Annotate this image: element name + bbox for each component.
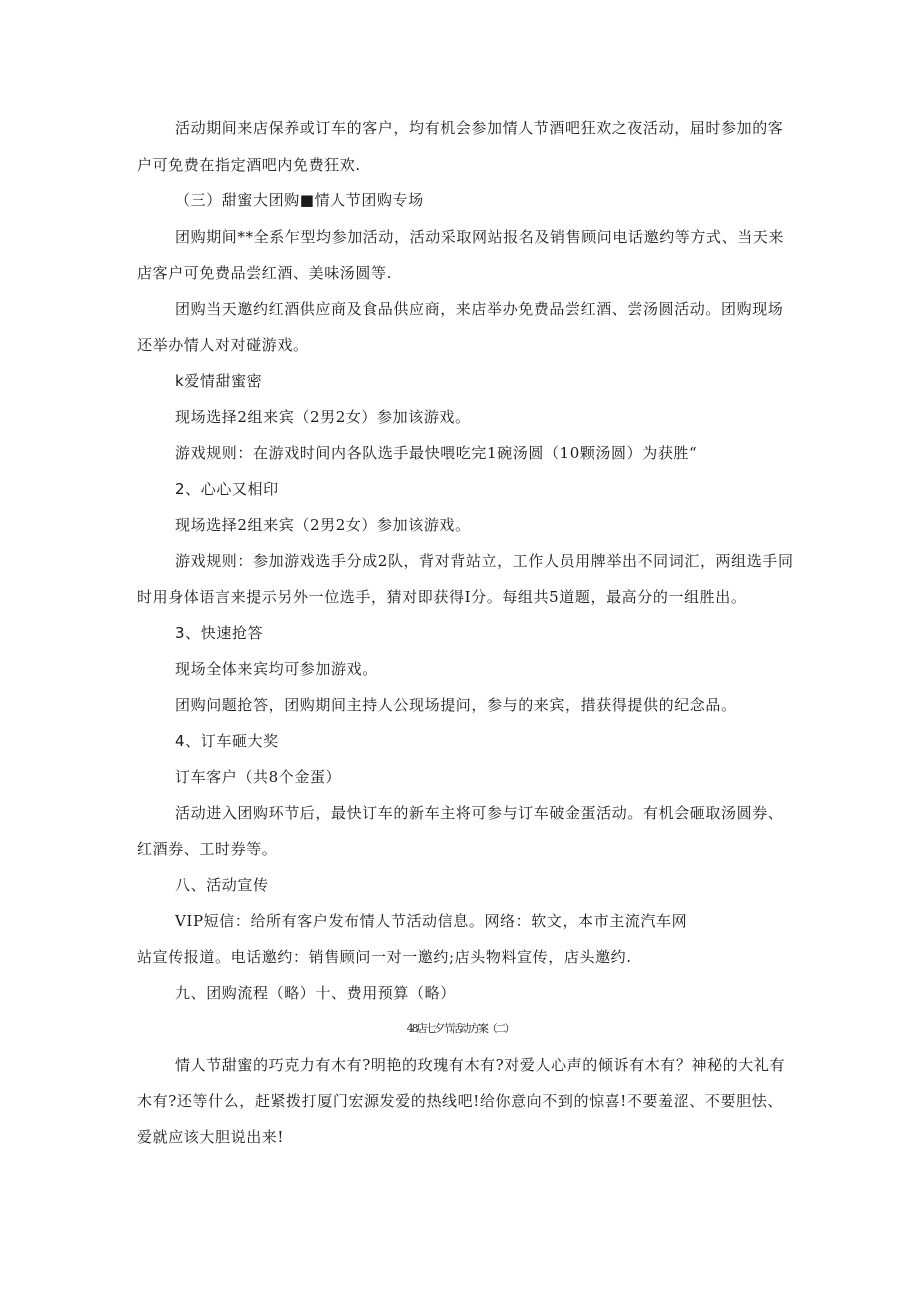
section-heading: 九、团购流程（略）十、费用预算（略） (175, 984, 456, 1002)
document-title: 48店七夕节活动方案（二） (406, 1022, 514, 1035)
paragraph-line: 站宣传报道。电话邀约：销售顾问一对一邀约;店头物料宣传，店头邀约. (137, 948, 632, 966)
paragraph-line: 团购期间**全系乍型均参加活动，活动采取网站报名及销售顾问电话邀约等方式、当天来 (175, 228, 785, 246)
paragraph-line: 游戏规则：参加游戏选手分成2队，背对背站立，工作人员用牌举出不同词汇，两组选手同 (175, 552, 794, 570)
paragraph-line: 红酒券、工时券等。 (137, 840, 278, 858)
paragraph-line: 户可免费在指定酒吧内免费狂欢. (137, 156, 361, 174)
paragraph-line: 活动期间来店保养或订车的客户，均有机会参加情人节酒吧狂欢之夜活动，届时参加的客 (175, 119, 784, 137)
paragraph-line: 还举办情人对对碰游戏。 (137, 336, 309, 354)
paragraph-line: 店客户可免费品尝红酒、美味汤圆等. (137, 264, 392, 282)
paragraph-line: 游戏规则：在游戏时间内各队选手最快喂吃完1碗汤圆（10颗汤圆）为获胜“ (175, 444, 698, 462)
paragraph-line: 时用身体语言来提示另外一位选手，猜对即获得I分。每组共5道题，最高分的一组胜出。 (137, 588, 747, 606)
game-heading: 4、订车砸大奖 (175, 732, 279, 750)
paragraph-line: 情人节甜蜜的巧克力有木有?明艳的玫瑰有木有?对爱人心声的倾诉有木有？神秘的大礼有 (175, 1056, 786, 1074)
paragraph-line: 现场选择2组来宾（2男2女）参加该游戏。 (175, 516, 471, 534)
game-heading: k爱情甜蜜密 (175, 372, 263, 390)
paragraph-line: 活动进入团购环节后，最快订车的新车主将可参与订车破金蛋活动。有机会砸取汤圆券、 (175, 804, 784, 822)
game-heading: 2、心心又相印 (175, 480, 279, 498)
paragraph-line: 木有?还等什么，赶紧拨打厦门宏源发爱的热线吧!给你意向不到的惊喜!不要羞涩、不要胆怯、 (137, 1092, 783, 1110)
paragraph-line: VIP短信：给所有客户发布情人节活动信息。网络：软文，本市主流汽车网 (175, 912, 688, 930)
paragraph-line: 现场全体来宾均可参加游戏。 (175, 660, 378, 678)
paragraph-line: 团购问题抢答，团购期间主持人公现场提问，参与的来宾，措获得提供的纪念品。 (175, 696, 737, 714)
paragraph-line: 爱就应该大胆说出来! (137, 1128, 285, 1146)
section-heading: 八、活动宣传 (175, 876, 269, 894)
paragraph-line: 现场选择2组来宾（2男2女）参加该游戏。 (175, 408, 471, 426)
paragraph-line: 团购当天邀约红酒供应商及食品供应商，来店举办免费品尝红酒、尝汤圆活动。团购现场 (175, 300, 784, 318)
paragraph-line: 订车客户（共8个金蛋） (175, 768, 342, 786)
game-heading: 3、快速抢答 (175, 624, 264, 642)
section-heading: （三）甜蜜大团购■情人节团购专场 (175, 191, 424, 209)
